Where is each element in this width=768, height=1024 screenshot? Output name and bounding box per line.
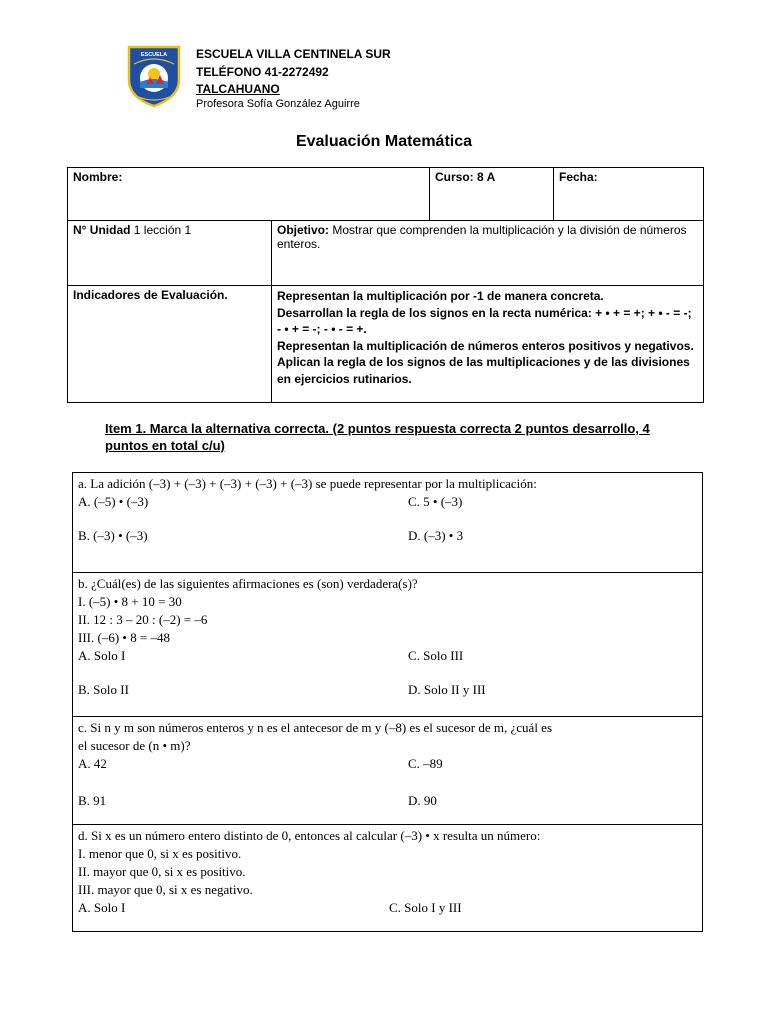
name-field[interactable]: Nombre: bbox=[68, 168, 430, 221]
question-a bbox=[72, 472, 703, 573]
option-a[interactable]: A. (–5) • (–3) bbox=[78, 494, 149, 509]
question-stem: b. ¿Cuál(es) de las siguientes afirmaciones es (son) verdadera(s)? bbox=[78, 576, 418, 591]
question-d bbox=[72, 824, 703, 932]
statement: II. 12 : 3 – 20 : (–2) = –6 bbox=[78, 612, 208, 627]
option-c[interactable]: C. Solo III bbox=[408, 648, 464, 663]
option-d[interactable]: D. (–3) • 3 bbox=[408, 528, 464, 543]
course-field: Curso: 8 A bbox=[430, 168, 554, 221]
indicators-label: Indicadores de Evaluación. bbox=[68, 286, 272, 403]
question-stem: a. La adición (–3) + (–3) + (–3) + (–3) + (–3) se puede representar por la multiplicación: bbox=[78, 476, 537, 491]
statement: III. mayor que 0, si x es negativo. bbox=[78, 882, 253, 897]
school-name: ESCUELA VILLA CENTINELA SUR bbox=[196, 47, 391, 61]
question-stem: c. Si n y m son números enteros y n es el antecesor de m y (–8) es el sucesor de m, ¿cuál es bbox=[78, 720, 553, 735]
question-stem: d. Si x es un número entero distinto de 0, entonces al calcular (–3) • x resulta un número: bbox=[78, 828, 541, 843]
statement: II. mayor que 0, si x es positivo. bbox=[78, 864, 246, 879]
statement: III. (–6) • 8 = –48 bbox=[78, 630, 171, 645]
statement: I. menor que 0, si x es positivo. bbox=[78, 846, 242, 861]
option-c[interactable]: C. Solo I y III bbox=[389, 900, 462, 915]
school-phone: TELÉFONO 41-2272492 bbox=[196, 65, 329, 79]
objective-text: Mostrar que comprenden la multiplicación y la división de números enteros. bbox=[277, 223, 687, 251]
unit-value: 1 lección 1 bbox=[130, 223, 192, 237]
unit-cell bbox=[68, 221, 272, 286]
option-a[interactable]: A. Solo I bbox=[78, 900, 126, 915]
school-crest-icon bbox=[126, 44, 182, 108]
indicator-item: Representan la multiplicación de números enteros positivos y negativos. bbox=[277, 338, 694, 353]
question-stem-continued: el sucesor de (n • m)? bbox=[78, 738, 191, 753]
school-city: TALCAHUANO bbox=[196, 82, 280, 96]
logo-top-text: ESCUELA bbox=[140, 52, 168, 58]
question-c bbox=[72, 716, 703, 825]
page-title: Evaluación Matemática bbox=[295, 133, 473, 150]
indicator-item: Representan la multiplicación por -1 de manera concreta. bbox=[277, 289, 604, 303]
option-b[interactable]: B. 91 bbox=[78, 793, 107, 808]
unit-label: N° Unidad bbox=[73, 223, 131, 237]
objective-cell bbox=[272, 221, 704, 286]
statement: I. (–5) • 8 + 10 = 30 bbox=[78, 594, 182, 609]
indicator-item: Desarrollan la regla de los signos en la recta numérica: + • + = +; + • - = -; - • + = -; - • - = +. bbox=[277, 305, 692, 336]
option-d[interactable]: D. Solo II y III bbox=[408, 682, 486, 697]
indicators-cell bbox=[272, 286, 704, 403]
item-heading: Item 1. Marca la alternativa correcta. (2 puntos respuesta correcta 2 puntos desarrollo, 4 puntos en total c/u) bbox=[105, 421, 650, 453]
option-c[interactable]: C. –89 bbox=[408, 756, 443, 771]
option-b[interactable]: B. Solo II bbox=[78, 682, 129, 697]
option-d[interactable]: D. 90 bbox=[408, 793, 437, 808]
option-c[interactable]: C. 5 • (–3) bbox=[408, 494, 463, 509]
teacher-name: Profesora Sofía González Aguirre bbox=[196, 98, 360, 110]
indicator-item: Aplican la regla de los signos de las multiplicaciones y de las divisiones en ejercicios rutinarios. bbox=[277, 355, 690, 386]
date-field[interactable]: Fecha: bbox=[554, 168, 704, 221]
question-b bbox=[72, 572, 703, 717]
objective-label: Objetivo: bbox=[277, 223, 330, 237]
option-a[interactable]: A. 42 bbox=[78, 756, 107, 771]
info-table bbox=[67, 167, 704, 403]
option-b[interactable]: B. (–3) • (–3) bbox=[78, 528, 148, 543]
option-a[interactable]: A. Solo I bbox=[78, 648, 126, 663]
